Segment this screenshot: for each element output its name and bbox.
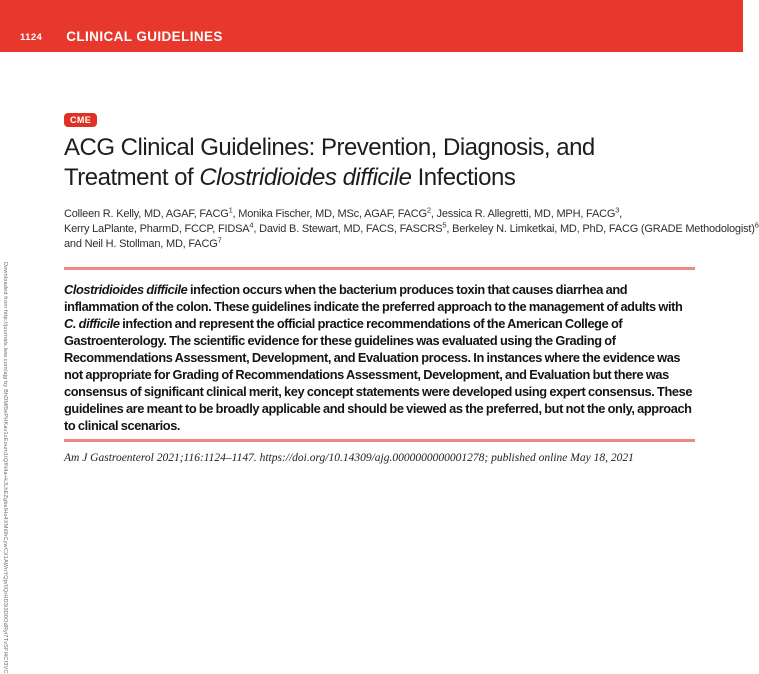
journal-header-bar [0,0,743,52]
author-list [64,205,759,252]
article-content [64,110,759,465]
article-title-line1: ACG Clinical Guidelines: Prevention, Diagnosis, and [64,134,595,161]
author-line-1: Colleen R. Kelly, MD, AGAF, FACG$^1$, Monika Fischer, MD, MSc, AGAF, FACG$^2$, Jessica R. Allegretti, MD, MPH, FACG$^3$, [64,205,623,220]
author-line-2: Kerry LaPlante, PharmD, FCCP, FIDSA$^4$, David B. Stewart, MD, FACS, FASCRS$^5$, Berkeley N. Limketkai, MD, PhD, FACG (GRADE Methodologist)$^6$ [64,220,759,235]
section-title: CLINICAL GUIDELINES [66,29,223,44]
citation-line: Am J Gastroenterol 2021;116:1124–1147. https://doi.org/10.14309/ajg.0000000000001278; published online May 18, 2021 [64,452,634,464]
cme-badge[interactable]: CME [64,113,97,127]
page-number: 1124 [20,32,43,43]
article-title-line2: Treatment of Clostridioides difficile Infections [64,164,516,191]
author-line-3: and Neil H. Stollman, MD, FACG$^7$ [64,235,222,250]
abstract-divider-bottom [64,439,695,442]
abstract-divider-top [64,267,695,270]
abstract-text: Clostridioides difficile infection occurs when the bacterium produces toxin that causes diarrhea and inflammation of the colon. These guidelines indicate the preferred approach to the management of adults with C. difficile infection and represent the official practice recommendations of the American College of Gastroenterology. The scientific evidence for these guidelines was evaluated using the Grading of Recommendations Assessment, Development, and Evaluation process. In instances where the evidence was not appropriate for Grading of Recommendations Assessment, Development, and Evaluation but there was consensus of significant clinical merit, key concept statements were developed using expert consensus. These guidelines are meant to be broadly applicable and should be viewed as the preferred, but not the only, approach to clinical scenarios. [64,282,693,433]
download-watermark: Downloaded from http://journals.lww.com/ajg by BhDMf5ePHKav1zEoum1tQfN4a+kJLhEZgbsIHo4XMi0hCywCX1AWnYQp/IlQrHD3i3D0OdRyi7TvSFl4Cf3VC [2,262,8,674]
article-title [64,133,695,193]
